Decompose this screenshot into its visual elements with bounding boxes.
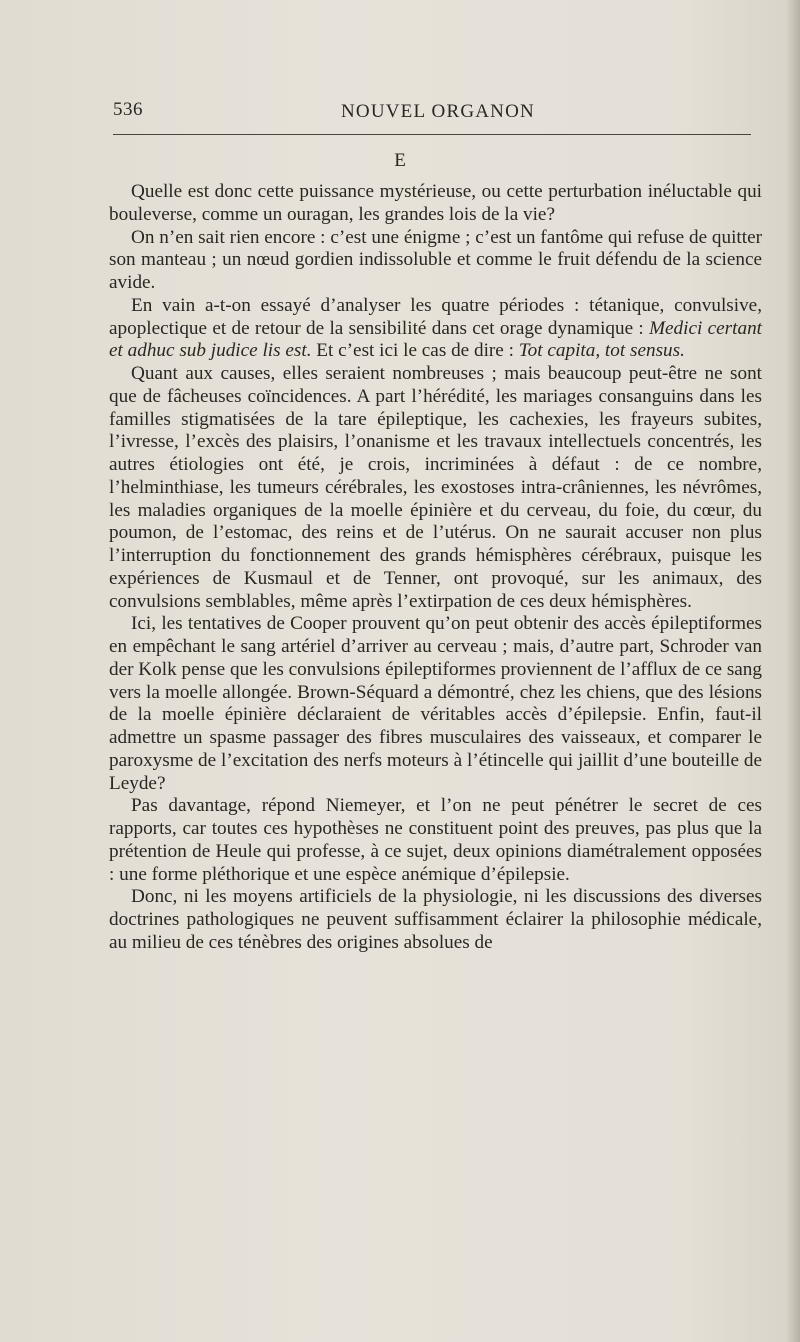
paragraph-3-text-b: Et c’est ici le cas de dire : <box>311 340 519 362</box>
page-number: 536 <box>113 99 143 120</box>
paragraph-4: Quant aux causes, elles seraient nombreuses ; mais beaucoup peut-être ne sont que de fâcheuses coïncidences. A part l’hérédité, les mariages consanguins dans les familles stigmatisées de la tare épileptique, les cachexies, les frayeurs subites, l’ivresse, l’excès des plaisirs, l’onanisme et les travaux intellectuels concentrés, les autres étiologies ont été, je crois, incriminées à défaut : de ce nombre, l’helminthiase, les tumeurs cérébrales, les exostoses intra-crâniennes, les névrômes, les maladies organiques de la moelle épinière et du cerveau, du foie, du cœur, du poumon, de l’estomac, des reins et de l’utérus. On ne saurait accuser non plus l’interruption du fonctionnement des grands hémisphères cérébraux, puisque les expériences de Kusmaul et de Tenner, ont provoqué, sur les animaux, des convulsions semblables, même après l’extirpation de ces deux hémisphères. <box>109 363 762 612</box>
paragraph-1: Quelle est donc cette puissance mystérieuse, ou cette perturbation inéluctable qui bouleverse, comme un ouragan, les grandes lois de la vie? <box>109 181 762 225</box>
page-header <box>113 99 753 129</box>
running-title: NOUVEL ORGANON <box>341 101 535 122</box>
paragraph-3 <box>109 295 762 363</box>
latin-saying: Tot capita, tot sensus. <box>518 340 685 362</box>
section-letter: E <box>394 150 406 171</box>
paragraph-2: On n’en sait rien encore : c’est une énigme ; c’est un fantôme qui refuse de quitter son manteau ; un nœud gordien indissoluble et comme le fruit défendu de la science avide. <box>109 226 762 293</box>
latin-quote: Medici certant et adhuc sub judice lis est. <box>109 317 762 362</box>
paragraph-5: Ici, les tentatives de Cooper prouvent qu’on peut obtenir des accès épileptiformes en empêchant le sang artériel d’arriver au cerveau ; mais, d’autre part, Schroder van der Kolk pense que les convulsions épileptiformes proviennent de l’afflux de ce sang vers la moelle allongée. Brown-Séquard a démontré, chez les chiens, que des lésions de la moelle épinière déclaraient de véritables accès d’épilepsie. Enfin, faut-il admettre un spasme passager des fibres musculaires des vaisseaux, et comparer le paroxysme de l’excitation des nerfs moteurs à l’étincelle qui jaillit d’une bouteille de Leyde? <box>109 613 762 794</box>
paragraph-6: Pas davantage, répond Niemeyer, et l’on ne peut pénétrer le secret de ces rapports, car toutes ces hypothèses ne constituent point des preuves, pas plus que la prétention de Heule qui professe, à ce sujet, deux opinions diamétralement opposées : une forme pléthorique et une espèce anémique d’épilepsie. <box>109 795 762 885</box>
paragraph-7: Donc, ni les moyens artificiels de la physiologie, ni les discussions des diverses doctrines pathologiques ne peuvent suffisamment éclairer la philosophie médicale, au milieu de ces ténèbres des origines absolues de <box>109 886 762 953</box>
paragraph-3-text-a: En vain a-t-on essayé d’analyser les quatre périodes : tétanique, convulsive, apoplectique et de retour de la sensibilité dans cet orage dynamique : <box>109 294 762 339</box>
header-rule <box>113 134 751 135</box>
page-edge-shadow <box>786 0 800 1342</box>
body-text <box>109 181 762 955</box>
